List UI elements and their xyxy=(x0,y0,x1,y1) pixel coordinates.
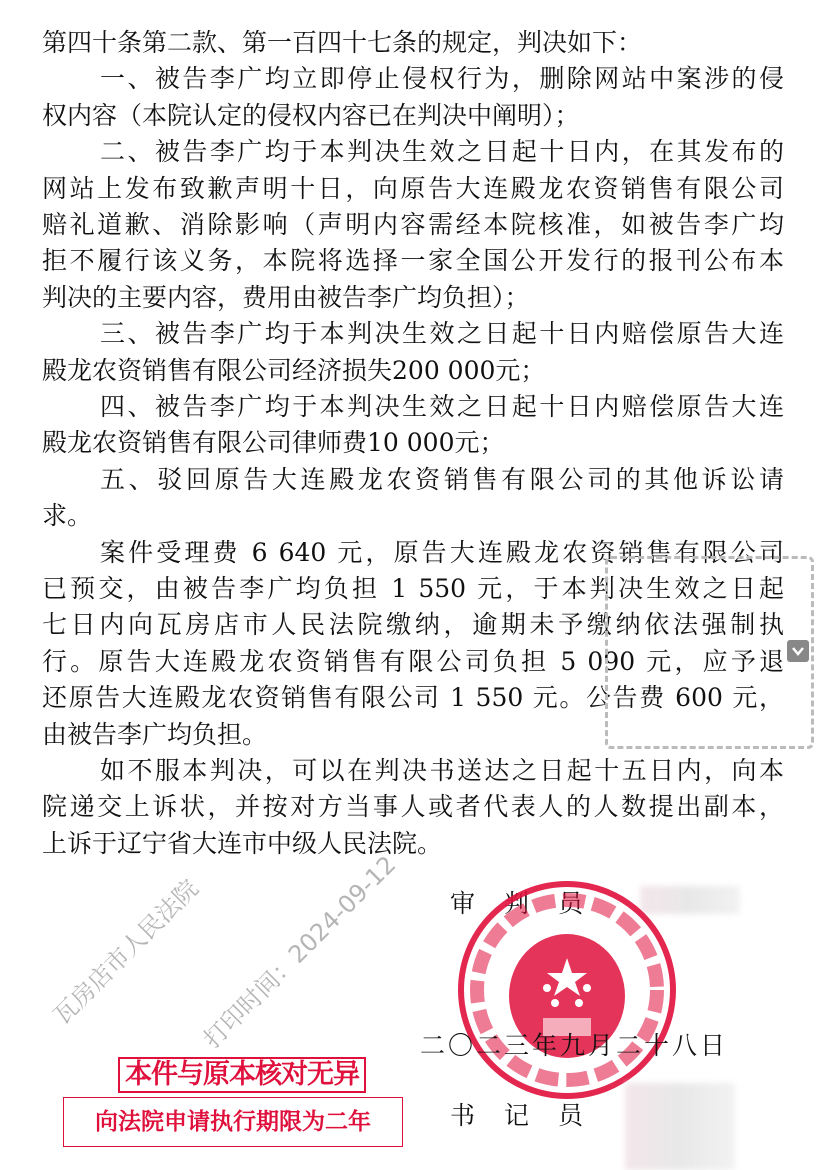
text-line: 殿龙农资销售有限公司经济损失200 000元； xyxy=(42,355,546,385)
text-line: 已预交，由被告李广均负担 1 550 元，于本判决生效之日起 xyxy=(42,574,784,603)
text-line: 第四十条第二款、第一百四十七条的规定，判决如下： xyxy=(42,28,643,57)
text-line: 七日内向瓦房店市人民法院缴纳，逾期未予缴纳依法强制执 xyxy=(42,610,784,640)
text-line: 二、被告李广均于本判决生效之日起十日内，在其发布的 xyxy=(100,137,784,167)
chevron-down-icon[interactable] xyxy=(787,640,809,662)
enforcement-period-stamp: 向法院申请执行期限为二年 xyxy=(63,1097,403,1147)
text-line: 四、被告李广均于本判决生效之日起十日内赔偿原告大连 xyxy=(100,392,784,421)
text-line: 如不服本判决，可以在判决书送达之日起十五日内，向本 xyxy=(100,756,784,785)
selection-box[interactable] xyxy=(605,556,814,749)
text-line: 赔礼道歉、消除影响（声明内容需经本院核准，如被告李广均 xyxy=(42,210,784,239)
text-line: 拒不履行该义务，本院将选择一家全国公开发行的报刊公布本 xyxy=(42,246,784,276)
certified-copy-stamp: 本件与原本核对无异 xyxy=(118,1057,366,1093)
text-line: 行。原告大连殿龙农资销售有限公司负担 5 090 元，应予退 xyxy=(42,646,784,676)
court-seal xyxy=(455,878,680,1103)
text-line: 殿龙农资销售有限公司律师费10 000元； xyxy=(42,428,505,458)
text-line: 由被告李广均负担。 xyxy=(42,719,268,749)
watermark-text: 瓦房店市人民法院 xyxy=(48,874,204,1030)
text-line: 三、被告李广均于本判决生效之日起十日内赔偿原告大连 xyxy=(100,319,784,349)
text-line: 案件受理费 6 640 元，原告大连殿龙农资销售有限公司 xyxy=(100,537,784,567)
text-line: 上诉于辽宁省大连市中级人民法院。 xyxy=(42,828,443,858)
text-line: 求。 xyxy=(42,501,93,531)
judge-label: 审 判 员 xyxy=(450,889,586,918)
redacted-clerk-name xyxy=(625,1083,735,1170)
text-line: 权内容（本院认定的侵权内容已在判决中阐明）； xyxy=(42,100,580,130)
text-line: 判决的主要内容，费用由被告李广均负担）； xyxy=(42,282,530,312)
clerk-label: 书 记 员 xyxy=(450,1101,586,1130)
text-line: 五、驳回原告大连殿龙农资销售有限公司的其他诉讼请 xyxy=(100,464,784,494)
text-line: 一、被告李广均立即停止侵权行为，删除网站中案涉的侵 xyxy=(100,64,784,94)
text-line: 网站上发布致歉声明十日，向原告大连殿龙农资销售有限公司 xyxy=(42,173,784,203)
text-line: 还原告大连殿龙农资销售有限公司 1 550 元。公告费 600 元， xyxy=(42,683,784,713)
text-line: 院递交上诉状，并按对方当事人或者代表人的人数提出副本， xyxy=(42,792,784,822)
watermark-text: 打印时间：2024-09-12 xyxy=(198,850,402,1054)
judgment-date: 二〇二三年九月二十八日 xyxy=(420,1031,729,1060)
